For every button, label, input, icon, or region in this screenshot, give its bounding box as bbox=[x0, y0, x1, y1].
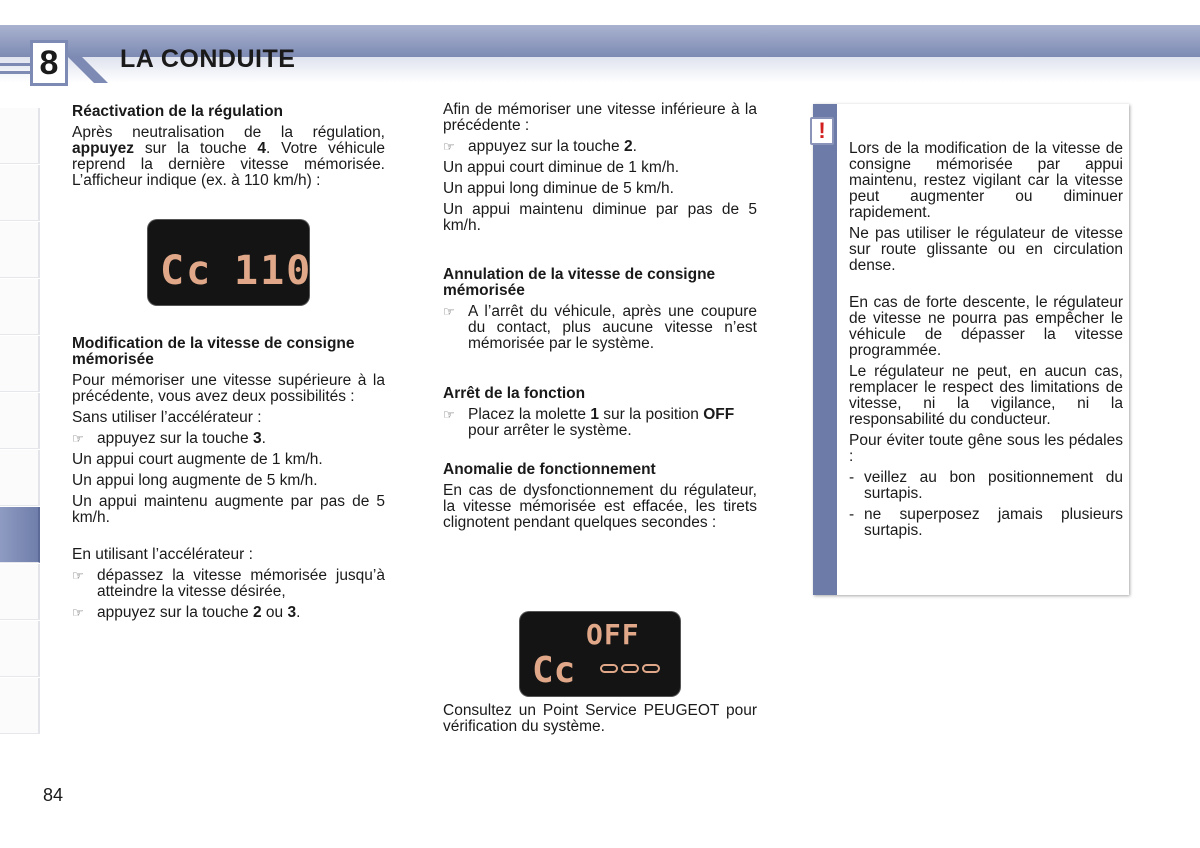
display-cc-off bbox=[520, 612, 680, 696]
exclamation-icon: ! bbox=[818, 118, 826, 143]
chapter-tabs bbox=[0, 108, 40, 742]
header-stripe bbox=[0, 71, 32, 74]
chapter-tab-active[interactable] bbox=[0, 507, 40, 563]
section-heading: Arrêt de la fonction bbox=[443, 385, 586, 402]
page-number: 84 bbox=[43, 785, 64, 805]
bullet-item: ☞ dépassez la vitesse mémorisée jusqu’à atteindre la vitesse désirée, bbox=[72, 567, 385, 600]
chapter-number: 8 bbox=[39, 44, 59, 82]
display-speed-value: 110 bbox=[234, 248, 313, 294]
note-paragraph: Le régulateur ne peut, en aucun cas, remplacer le respect des limitations de vitesse, ni la vigilance, ni la responsabilité du conducteur. bbox=[849, 363, 1123, 428]
paragraph: Un appui court diminue de 1 km/h. bbox=[443, 159, 680, 176]
note-paragraph: Pour éviter toute gêne sous les pédales : bbox=[849, 432, 1123, 465]
pointing-hand-icon: ☞ bbox=[72, 568, 84, 583]
chapter-tab[interactable] bbox=[0, 564, 40, 620]
paragraph: Sans utiliser l’accélérateur : bbox=[72, 409, 262, 426]
display-cc-label: Cc bbox=[532, 650, 576, 691]
note-dash-item: - veillez au bon positionnement du surtapis. bbox=[849, 469, 1123, 502]
note-paragraph: Lors de la modification de la vitesse de consigne mémorisée par appui maintenu, restez vigilant car la vitesse peut augmenter ou diminuer rapidement. bbox=[849, 140, 1123, 221]
chapter-tab[interactable] bbox=[0, 393, 40, 449]
bullet-item: ☞ A l’arrêt du véhicule, après une coupure du contact, plus aucune vitesse n’est mémorisée par le système. bbox=[443, 303, 757, 352]
header-stripe bbox=[0, 63, 32, 66]
header-slant-decoration bbox=[68, 57, 108, 83]
dash-segment bbox=[621, 664, 639, 673]
display-cc-label: Cc bbox=[160, 248, 213, 294]
paragraph: Afin de mémoriser une vitesse inférieure à la précédente : bbox=[443, 101, 757, 134]
bullet-item: ☞ Placez la molette 1 sur la position OFF pour arrêter le système. bbox=[443, 406, 735, 439]
page-title: LA CONDUITE bbox=[120, 45, 296, 73]
paragraph: Un appui maintenu augmente par pas de 5 km/h. bbox=[72, 493, 385, 526]
pointing-hand-icon: ☞ bbox=[443, 304, 455, 319]
column-left bbox=[72, 104, 385, 194]
pointing-hand-icon: ☞ bbox=[72, 605, 84, 620]
bullet-item: ☞ appuyez sur la touche 2. bbox=[443, 138, 637, 155]
section-heading: Réactivation de la régulation bbox=[72, 103, 284, 120]
section-heading: Modification de la vitesse de consigne mémorisée bbox=[72, 335, 355, 368]
paragraph: Un appui long diminue de 5 km/h. bbox=[443, 180, 674, 197]
chapter-tab[interactable] bbox=[0, 678, 40, 734]
display-cc-110 bbox=[148, 220, 313, 305]
pointing-hand-icon: ☞ bbox=[443, 139, 455, 154]
paragraph: Un appui court augmente de 1 km/h. bbox=[72, 451, 323, 468]
chapter-tab[interactable] bbox=[0, 279, 40, 335]
paragraph: Un appui maintenu diminue par pas de 5 km/h. bbox=[443, 201, 757, 234]
dash-segment bbox=[642, 664, 660, 673]
paragraph: Pour mémoriser une vitesse supérieure à la précédente, vous avez deux possibilités : bbox=[72, 372, 385, 405]
paragraph: En utilisant l’accélérateur : bbox=[72, 546, 253, 563]
pointing-hand-icon: ☞ bbox=[443, 407, 455, 422]
column-left-lower bbox=[72, 336, 385, 626]
note-paragraph: Ne pas utiliser le régulateur de vitesse sur route glissante ou en circulation dense. bbox=[849, 225, 1123, 274]
warning-note-text bbox=[849, 141, 1123, 544]
chapter-tab[interactable] bbox=[0, 450, 40, 506]
note-side-bar bbox=[813, 104, 837, 595]
paragraph: Un appui long augmente de 5 km/h. bbox=[72, 472, 318, 489]
section-heading: Annulation de la vitesse de consigne mémorisée bbox=[443, 266, 716, 299]
bullet-item: ☞ appuyez sur la touche 2 ou 3. bbox=[72, 604, 301, 621]
note-dash-item: - ne superposez jamais plusieurs surtapis. bbox=[849, 506, 1123, 539]
chapter-tab[interactable] bbox=[0, 222, 40, 278]
column-middle-footer bbox=[443, 703, 757, 740]
column-middle bbox=[443, 102, 757, 536]
dash-segment bbox=[600, 664, 618, 673]
note-paragraph: En cas de forte descente, le régulateur de vitesse ne pourra pas empêcher le véhicule de dépasser la vitesse programmée. bbox=[849, 294, 1123, 359]
paragraph: Consultez un Point Service PEUGEOT pour vérification du système. bbox=[443, 702, 757, 735]
bullet-item: ☞ appuyez sur la touche 3. bbox=[72, 430, 266, 447]
chapter-tab[interactable] bbox=[0, 108, 40, 164]
pointing-hand-icon: ☞ bbox=[72, 431, 84, 446]
paragraph: En cas de dysfonctionnement du régulateur, la vitesse mémorisée est effacée, les tirets clignotent pendant quelques secondes : bbox=[443, 482, 757, 531]
paragraph: Après neutralisation de la régulation, appuyez sur la touche 4. Votre véhicule reprend la dernière vitesse mémorisée. L’afficheur indique (ex. à 110 km/h) : bbox=[72, 124, 386, 189]
display-off-label: OFF bbox=[586, 618, 640, 651]
section-heading: Anomalie de fonctionnement bbox=[443, 461, 656, 478]
chapter-tab[interactable] bbox=[0, 165, 40, 221]
chapter-tab[interactable] bbox=[0, 336, 40, 392]
chapter-tab[interactable] bbox=[0, 621, 40, 677]
